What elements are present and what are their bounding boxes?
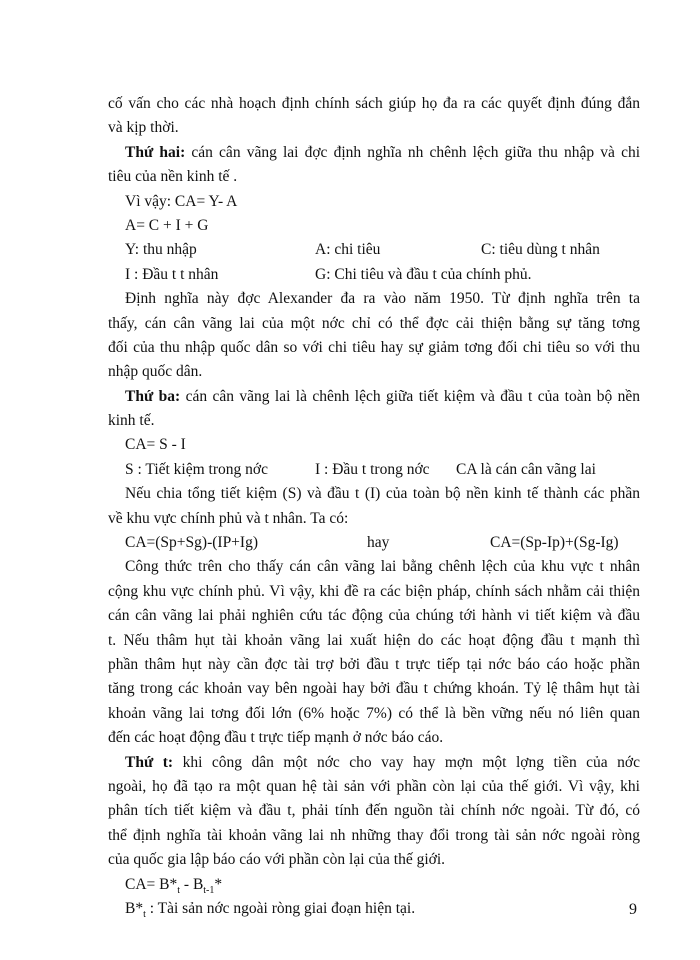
paragraph-third xyxy=(108,385,640,409)
definition-subscript: t xyxy=(143,908,146,920)
definitions-row xyxy=(108,458,640,482)
text-line: đối của thu nhập quốc dân so với chi tiêu hay sự giảm tơng đối chi tiêu so với thu xyxy=(108,338,640,356)
text-line: Công thức trên cho thấy cán cân vãng lai bằng chênh lệch của khu vực t nhân xyxy=(125,558,640,576)
page-body xyxy=(108,92,640,921)
text-line: cán cân vãng lai là chênh lệch giữa tiết kiệm và đầu t của toàn bộ nền xyxy=(185,387,640,405)
formula-right: CA=(Sp-Ip)+(Sg-Ig) xyxy=(490,534,619,552)
equation: Vì vậy: CA= Y- A xyxy=(125,192,238,210)
text-line: Định nghĩa này đợc Alexander đa ra vào năm 1950. Từ định nghĩa trên ta xyxy=(125,290,640,308)
text-line: cộng khu vực chính phủ. Vì vậy, khi đề ra các biện pháp, chính sách nhằm cải thiện xyxy=(108,582,640,600)
text-line: về khu vực chính phủ và t nhân. Ta có: xyxy=(108,509,349,527)
definition-g: G: Chi tiêu và đầu t của chính phủ. xyxy=(315,265,532,283)
text-line: nhập quốc dân. xyxy=(108,363,203,381)
formula-part: * xyxy=(214,875,223,893)
definition-c: C: tiêu dùng t nhân xyxy=(481,241,600,259)
text-line: đến các hoạt động đầu t trực tiếp mạnh ở nớc báo cáo. xyxy=(108,729,444,747)
formula-subscript: t-1 xyxy=(203,884,215,896)
text-line: t. Nếu thâm hụt tài khoản vãng lai xuất hiện do các hoạt động đầu t mạnh thì xyxy=(108,631,640,649)
text-line: cán cân vãng lai đợc định nghĩa nh chênh lệch giữa thu nhập và chi xyxy=(191,143,641,161)
text-line: phân tích tiết kiệm và đầu t, phải tính đến nguồn tài chính nớc ngoài. Từ đó, có xyxy=(108,802,640,820)
heading-third: Thứ ba: xyxy=(125,387,181,405)
formula-left: CA=(Sp+Sg)-(IP+Ig) xyxy=(125,534,258,552)
text-line: khi công dân một nớc cho vay hay mợn một lợng tiền của nớc xyxy=(182,753,641,771)
formula-subscript: t xyxy=(177,884,181,896)
final-formula xyxy=(108,873,640,897)
heading-second: Thứ hai: xyxy=(125,143,186,161)
text-line: ngoài, họ đã tạo ra một quan hệ tài sản với phần còn lại của thế giới. Vì vậy, khi xyxy=(108,777,640,795)
text-line: cố vấn cho các nhà hoạch định chính sách giúp họ đa ra các quyết định đúng đắn xyxy=(108,95,640,112)
text-line: tăng trong các khoản vay bên ngoài hay bởi đầu t chứng khoán. Tỷ lệ thâm hụt tài xyxy=(108,680,640,698)
text-line: khoản vãng lai tơng đối lớn (6% hoặc 7%) có thể là bền vững nếu nó liên quan xyxy=(108,704,640,722)
heading-fourth: Thứ t: xyxy=(125,753,174,771)
definition-i: I : Đầu t t nhân xyxy=(125,265,219,283)
formula-part: - B xyxy=(180,875,204,893)
text-line: thấy, cán cân vãng lai của một nớc chỉ có thể đợc cải thiện bằng sự tăng tơng xyxy=(108,314,640,332)
definitions-row xyxy=(108,238,640,262)
formula-part: CA= B* xyxy=(125,875,178,893)
page-number: 9 xyxy=(629,901,637,918)
definition-a: A: chi tiêu xyxy=(315,241,381,259)
text-line: thể định nghĩa tài khoản vãng lai nh những thay đổi trong tài sản nớc ngoài ròng xyxy=(108,826,640,844)
definition-y: Y: thu nhập xyxy=(125,241,197,259)
paragraph-second xyxy=(108,141,640,165)
text-line: Nếu chia tổng tiết kiệm (S) và đầu t (I) của toàn bộ nền kinh tế thành các phần xyxy=(125,485,640,503)
final-definition xyxy=(108,897,640,921)
definition-part: B* xyxy=(125,899,144,917)
text-line: tiêu của nền kinh tế . xyxy=(108,168,238,186)
equation: A= C + I + G xyxy=(125,216,209,234)
definition-i: I : Đầu t trong nớc xyxy=(315,460,430,478)
text-line: phần thâm hụt này cần đợc tài trợ bởi đầu t trực tiếp tại nớc báo cáo hoặc phần xyxy=(108,655,640,673)
formula-connector: hay xyxy=(367,534,390,552)
definition-ca: CA là cán cân vãng lai xyxy=(456,460,596,478)
definition-part: : Tài sản nớc ngoài ròng giai đoạn hiện tại. xyxy=(145,899,416,917)
text-line: và kịp thời. xyxy=(108,119,179,137)
definition-s: S : Tiết kiệm trong nớc xyxy=(125,460,268,478)
equation: CA= S - I xyxy=(125,436,186,454)
text-line: cán cân vãng lai phải nghiên cứu tác động của chúng tới hành vi tiết kiệm và đầu xyxy=(108,607,640,625)
formula-row xyxy=(108,531,640,555)
definitions-row xyxy=(108,263,640,287)
paragraph-fourth xyxy=(108,751,640,775)
text-line: kinh tế. xyxy=(108,412,155,430)
text-line: của quốc gia lập báo cáo với phần còn lại của thế giới. xyxy=(108,851,446,869)
